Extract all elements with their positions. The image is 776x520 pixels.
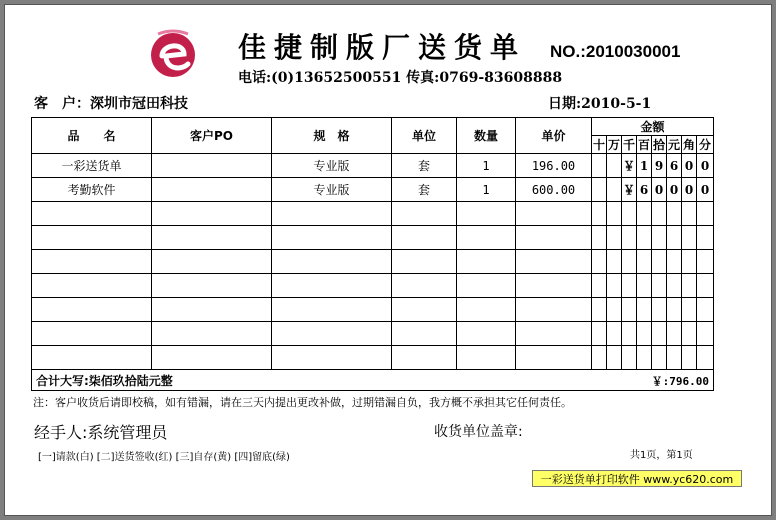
cell-amount-digit	[592, 322, 607, 346]
cell-amount-digit	[622, 226, 637, 250]
cell-qty	[457, 274, 516, 298]
cell-amount-digit	[592, 346, 607, 370]
cell-amount-digit	[667, 202, 682, 226]
document-title: 佳捷制版厂送货单	[238, 31, 527, 64]
cell-amount-digit: 6	[667, 154, 682, 178]
cell-amount-digit	[682, 322, 697, 346]
cell-amount-digit	[622, 274, 637, 298]
cell-spec	[272, 250, 392, 274]
cell-amount-digit	[592, 154, 607, 178]
cell-price: 196.00	[516, 154, 592, 178]
cell-amount-digit	[607, 250, 622, 274]
cell-spec	[272, 322, 392, 346]
cell-po	[152, 178, 272, 202]
cell-po	[152, 250, 272, 274]
cell-amount-digit	[607, 202, 622, 226]
cell-amount-digit	[682, 298, 697, 322]
cell-amount-digit	[667, 322, 682, 346]
cell-amount-digit	[622, 250, 637, 274]
cell-amount-digit	[607, 226, 622, 250]
cell-amount-digit: ￥	[622, 178, 637, 202]
terms-note: 注：客户收货后请即校稿，如有错漏，请在三天内提出更改补做，过期错漏自负，我方概不承担其它任何责任。	[33, 396, 572, 409]
cell-amount-digit	[652, 274, 667, 298]
cell-qty	[457, 346, 516, 370]
cell-amount-digit	[592, 226, 607, 250]
cell-spec: 专业版	[272, 154, 392, 178]
document-date: 日期:2010-5-1	[548, 96, 652, 112]
cell-amount-digit	[697, 322, 714, 346]
cell-product: 一彩送货单	[32, 154, 152, 178]
cell-amount-digit	[652, 322, 667, 346]
cell-amount-digit	[652, 202, 667, 226]
cell-amount-digit	[622, 298, 637, 322]
document-number: NO.:2010030001	[550, 42, 681, 61]
cell-po	[152, 298, 272, 322]
cell-amount-digit	[637, 322, 652, 346]
header-unit: 单位	[392, 118, 457, 154]
cell-amount-digit	[652, 298, 667, 322]
cell-amount-digit	[652, 346, 667, 370]
cell-amount-digit	[637, 250, 652, 274]
header-digit: 分	[697, 136, 714, 154]
receiver-stamp-label: 收货单位盖章:	[434, 424, 523, 440]
cell-price	[516, 298, 592, 322]
cell-amount-digit: 0	[697, 178, 714, 202]
cell-amount-digit	[652, 226, 667, 250]
table-row	[32, 274, 714, 298]
table-row	[32, 346, 714, 370]
header-product: 品 名	[32, 118, 152, 154]
cell-price	[516, 322, 592, 346]
cell-po	[152, 274, 272, 298]
copy-colors-legend: [一]请款(白) [二]送货签收(红) [三]自存(黄) [四]留底(绿)	[38, 452, 290, 463]
cell-price: 600.00	[516, 178, 592, 202]
cell-amount-digit	[697, 346, 714, 370]
cell-amount-digit	[637, 274, 652, 298]
header-po: 客户PO	[152, 118, 272, 154]
cell-product	[32, 322, 152, 346]
cell-po	[152, 322, 272, 346]
cell-product	[32, 202, 152, 226]
cell-product: 考勤软件	[32, 178, 152, 202]
cell-amount-digit	[622, 322, 637, 346]
cell-amount-digit	[592, 178, 607, 202]
cell-spec	[272, 298, 392, 322]
cell-product	[32, 250, 152, 274]
cell-amount-digit	[637, 226, 652, 250]
cell-amount-digit: 9	[652, 154, 667, 178]
cell-amount-digit	[607, 322, 622, 346]
cell-amount-digit	[682, 202, 697, 226]
cell-amount-digit	[592, 250, 607, 274]
cell-amount-digit: 6	[637, 178, 652, 202]
page-indicator: 共1页，第1页	[630, 450, 693, 461]
cell-amount-digit	[697, 274, 714, 298]
table-row	[32, 154, 714, 178]
cell-amount-digit	[667, 346, 682, 370]
cell-amount-digit: 0	[682, 178, 697, 202]
header-digit: 元	[667, 136, 682, 154]
table-row	[32, 226, 714, 250]
cell-amount-digit	[697, 226, 714, 250]
cell-price	[516, 250, 592, 274]
cell-spec	[272, 346, 392, 370]
cell-amount-digit: 0	[667, 178, 682, 202]
cell-price	[516, 226, 592, 250]
cell-po	[152, 346, 272, 370]
cell-amount-digit	[607, 346, 622, 370]
cell-amount-digit: 0	[697, 154, 714, 178]
cell-amount-digit: 0	[652, 178, 667, 202]
cell-product	[32, 298, 152, 322]
cell-product	[32, 346, 152, 370]
cell-amount-digit	[682, 274, 697, 298]
e-logo-icon	[148, 26, 198, 82]
cell-product	[32, 226, 152, 250]
cell-amount-digit	[607, 274, 622, 298]
cell-product	[32, 274, 152, 298]
cell-unit: 套	[392, 178, 457, 202]
cell-amount-digit	[697, 250, 714, 274]
cell-unit	[392, 322, 457, 346]
cell-qty	[457, 250, 516, 274]
cell-spec	[272, 202, 392, 226]
table-row	[32, 202, 714, 226]
table-row	[32, 298, 714, 322]
cell-qty	[457, 322, 516, 346]
customer-name: 客 户：深圳市冠田科技	[34, 96, 188, 112]
cell-amount-digit	[622, 202, 637, 226]
cell-amount-digit	[682, 250, 697, 274]
header-qty: 数量	[457, 118, 516, 154]
cell-qty	[457, 298, 516, 322]
cell-unit	[392, 250, 457, 274]
cell-price	[516, 346, 592, 370]
header-digit: 拾	[652, 136, 667, 154]
cell-qty: 1	[457, 154, 516, 178]
cell-amount-digit	[607, 178, 622, 202]
cell-amount-digit	[667, 274, 682, 298]
cell-amount-digit	[592, 298, 607, 322]
cell-unit	[392, 274, 457, 298]
cell-amount-digit: ￥	[622, 154, 637, 178]
cell-amount-digit	[697, 298, 714, 322]
cell-po	[152, 154, 272, 178]
cell-amount-digit	[607, 298, 622, 322]
handler-label: 经手人:系统管理员	[34, 423, 168, 442]
cell-amount-digit	[607, 154, 622, 178]
cell-amount-digit	[592, 274, 607, 298]
total-in-words: 合计大写:柒佰玖拾陆元整	[36, 373, 173, 388]
cell-unit	[392, 298, 457, 322]
header-digit: 百	[637, 136, 652, 154]
cell-amount-digit	[592, 202, 607, 226]
cell-unit: 套	[392, 154, 457, 178]
header-digit: 千	[622, 136, 637, 154]
cell-amount-digit	[667, 298, 682, 322]
cell-price	[516, 274, 592, 298]
cell-qty	[457, 202, 516, 226]
cell-qty	[457, 226, 516, 250]
table-row	[32, 178, 714, 202]
cell-qty: 1	[457, 178, 516, 202]
cell-amount-digit	[682, 226, 697, 250]
cell-amount-digit	[682, 346, 697, 370]
cell-unit	[392, 202, 457, 226]
cell-amount-digit	[697, 202, 714, 226]
cell-amount-digit	[667, 226, 682, 250]
cell-amount-digit	[667, 250, 682, 274]
contact-info: 电话:(0)13652500551 传真:0769-83608888	[238, 70, 563, 86]
table-row	[32, 250, 714, 274]
total-amount: ￥:796.00	[651, 375, 710, 388]
header-amount: 金额	[592, 118, 714, 136]
cell-spec: 专业版	[272, 178, 392, 202]
items-table	[31, 117, 714, 391]
cell-unit	[392, 346, 457, 370]
header-spec: 规 格	[272, 118, 392, 154]
cell-unit	[392, 226, 457, 250]
header-price: 单价	[516, 118, 592, 154]
software-badge[interactable]: 一彩送货单打印软件 www.yc620.com	[532, 470, 742, 487]
table-row	[32, 322, 714, 346]
cell-spec	[272, 274, 392, 298]
header-digit: 十	[592, 136, 607, 154]
cell-price	[516, 202, 592, 226]
header-digit: 万	[607, 136, 622, 154]
header-digit: 角	[682, 136, 697, 154]
cell-po	[152, 202, 272, 226]
cell-amount-digit	[637, 202, 652, 226]
cell-amount-digit	[637, 298, 652, 322]
cell-po	[152, 226, 272, 250]
cell-amount-digit: 0	[682, 154, 697, 178]
cell-spec	[272, 226, 392, 250]
cell-amount-digit	[622, 346, 637, 370]
cell-amount-digit: 1	[637, 154, 652, 178]
cell-amount-digit	[637, 346, 652, 370]
cell-amount-digit	[652, 250, 667, 274]
